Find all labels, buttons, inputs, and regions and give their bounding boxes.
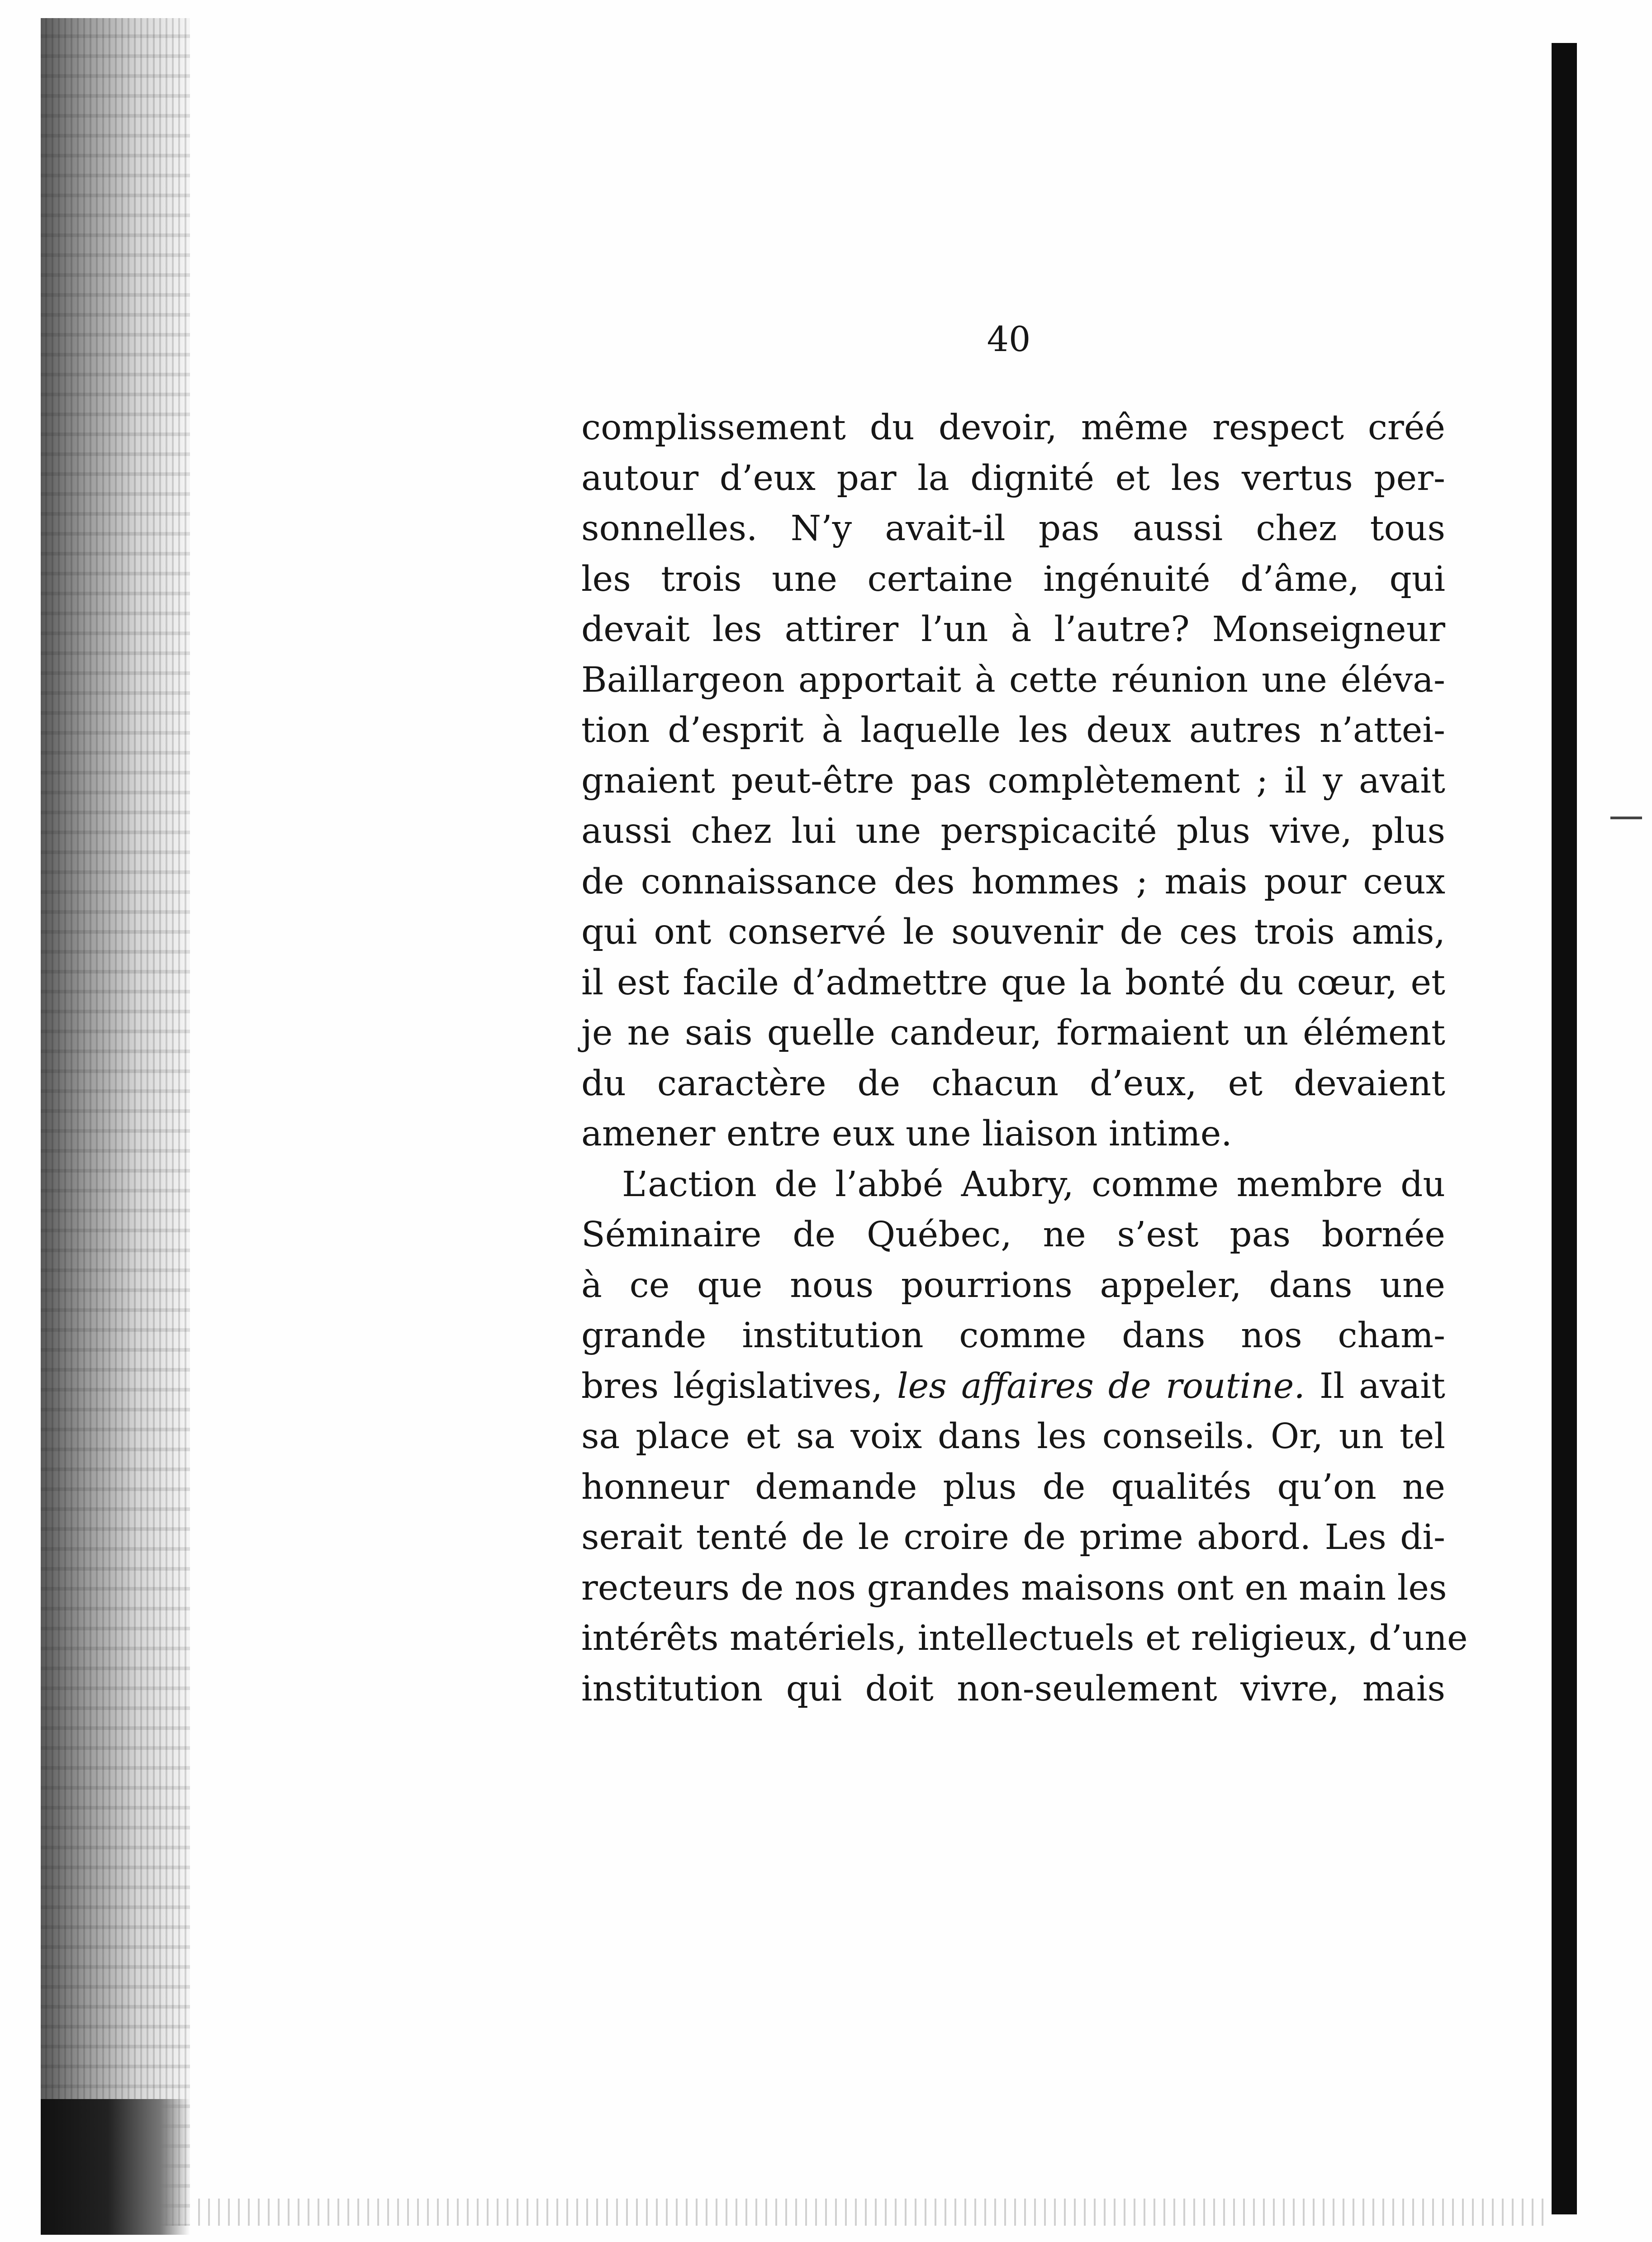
scan-binding-shadow bbox=[41, 18, 190, 2226]
text-line: autour d’eux par la dignité et les vertus per- bbox=[581, 458, 1445, 499]
text-line: il est facile d’admettre que la bonté du cœur, et bbox=[581, 962, 1445, 1003]
body-text bbox=[581, 403, 1468, 1714]
text-line: devait les attirer l’un à l’autre? Monseigneur bbox=[581, 609, 1445, 650]
italic-phrase: les affaires de routine. bbox=[897, 1366, 1305, 1406]
text-line: L’action de l’abbé Aubry, comme membre du bbox=[622, 1164, 1445, 1205]
text-line: tion d’esprit à laquelle les deux autres n’attei- bbox=[581, 710, 1445, 750]
paragraph-2 bbox=[581, 1159, 1468, 1715]
text-line-with-italic bbox=[581, 1361, 1445, 1412]
text-line: sa place et sa voix dans les conseils. Or, un tel bbox=[581, 1416, 1445, 1457]
text-line: du caractère de chacun d’eux, et devaient bbox=[581, 1063, 1445, 1104]
text-line: Baillargeon apportait à cette réunion une éléva- bbox=[581, 660, 1445, 700]
text-line: Séminaire de Québec, ne s’est pas bornée bbox=[581, 1215, 1445, 1255]
text-segment: Il avait bbox=[1305, 1366, 1445, 1406]
scan-corner-shadow bbox=[41, 2099, 190, 2235]
text-line: de connaissance des hommes ; mais pour ceux bbox=[581, 861, 1445, 902]
text-line: les trois une certaine ingénuité d’âme, qui bbox=[581, 559, 1445, 599]
text-line: intérêts matériels, intellectuels et religieux, d’une bbox=[581, 1618, 1468, 1658]
scan-bottom-noise bbox=[190, 2199, 1547, 2226]
text-line: amener entre eux une liaison intime. bbox=[581, 1114, 1232, 1154]
text-line: aussi chez lui une perspicacité plus vive, plus bbox=[581, 811, 1445, 851]
page-edge-right bbox=[1552, 43, 1577, 2214]
text-line: gnaient peut-être pas complètement ; il y avait bbox=[581, 760, 1445, 801]
text-line: à ce que nous pourrions appeler, dans une bbox=[581, 1265, 1445, 1306]
text-line: sonnelles. N’y avait-il pas aussi chez tous bbox=[581, 508, 1445, 549]
text-line: je ne sais quelle candeur, formaient un élément bbox=[581, 1013, 1445, 1053]
text-line: complissement du devoir, même respect créé bbox=[581, 408, 1445, 448]
page-number: 40 bbox=[987, 319, 1031, 359]
text-line: honneur demande plus de qualités qu’on ne bbox=[581, 1467, 1445, 1507]
text-line: serait tenté de le croire de prime abord. Les di- bbox=[581, 1517, 1445, 1558]
paragraph-1 bbox=[581, 403, 1445, 1159]
page-edge-mark bbox=[1610, 817, 1642, 819]
text-line: recteurs de nos grandes maisons ont en main les bbox=[581, 1568, 1447, 1608]
text-line: institution qui doit non-seulement vivre, mais bbox=[581, 1668, 1445, 1709]
text-line: qui ont conservé le souvenir de ces trois amis, bbox=[581, 912, 1445, 952]
text-line: grande institution comme dans nos cham- bbox=[581, 1316, 1445, 1356]
text-segment: bres législatives, bbox=[581, 1366, 897, 1406]
